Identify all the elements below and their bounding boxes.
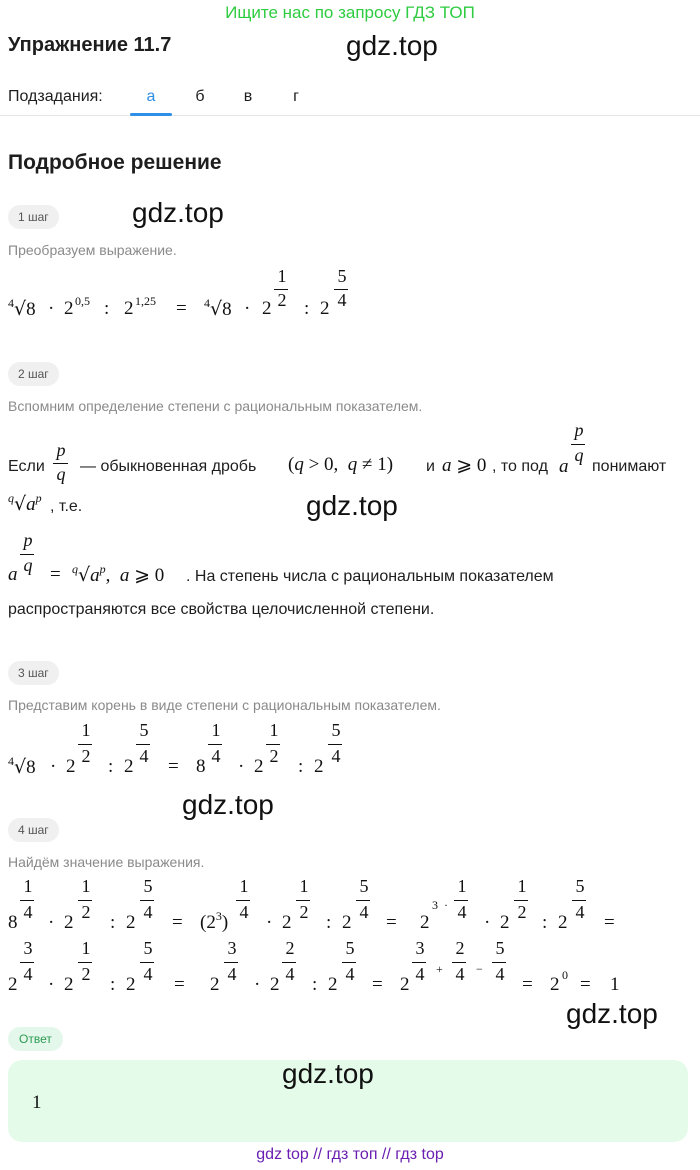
answer-value: 1 [32,1092,42,1113]
watermark: gdz.top [182,789,274,820]
definition-line-4: распространяются все свойства целочисленной степени. [8,601,435,618]
step-formula-3: $^4$√8 · 2 1 2 : 2 5 4 = 8 1 4 · 2 1 2 : 2 5 4 [8,720,341,778]
definition-line-2: $^q√a^p$ , т.е. [8,491,83,515]
tabs-divider [0,115,700,116]
answer-badge: Ответ [8,1027,63,1051]
step-badge-4: 4 шаг [8,818,59,842]
step-hint-1: Преобразуем выражение. [8,242,177,258]
subtasks-label: Подзадания: [8,88,103,105]
watermark: gdz.top [282,1058,374,1089]
footer-links[interactable]: gdz top // гдз топ // гдз top [256,1146,444,1163]
watermark: gdz.top [346,30,438,61]
step-hint-3: Представим корень в виде степени с рациональным показателем. [8,697,441,713]
step-formula-4-line-2: 2 3 4 · 2 1 2 : 2 5 4 = 2 3 4 · 2 2 4 : 2 5 4 = 2 3 4 + 2 4 − 5 4 = 2 0 = 1 [8,938,620,995]
tab-subtask-b[interactable]: б [195,88,205,105]
definition-line-3: a p q = $^q√a^p$, a ⩾ 0 . На степень числа с рациональным показателем [8,530,554,586]
step-badge-1: 1 шаг [8,205,59,229]
active-tab-indicator [130,113,172,116]
definition-line-1: Если p q — обыкновенная дробь (q > 0, q ≠ 1) и a ⩾ 0 , то под a p q понимают [8,420,667,484]
step-hint-2: Вспомним определение степени с рациональным показателем. [8,398,423,414]
watermark: gdz.top [132,197,224,228]
watermark: gdz.top [566,998,658,1029]
tab-subtask-v[interactable]: в [243,88,253,105]
step-hint-4: Найдём значение выражения. [8,854,205,870]
solution-heading: Подробное решение [8,151,222,174]
step-formula-4-line-1: 8 1 4 · 2 1 2 : 2 5 4 = $(2^3)$ 1 4 · 2 1 2 : 2 5 4 = 2 3 · 1 4 · 2 1 2 : 2 5 4 = [8,876,615,933]
promo-banner[interactable]: Ищите нас по запросу ГДЗ ТОП [225,3,475,22]
step-badge-3: 3 шаг [8,661,59,685]
tab-subtask-a[interactable]: а [146,88,156,105]
watermark: gdz.top [306,490,398,521]
tab-subtask-g[interactable]: г [293,88,299,105]
page-title: Упражнение 11.7 [8,34,172,56]
step-badge-2: 2 шаг [8,362,59,386]
step-formula-1: $^4$√8 · 2 0,5 : 2 1,25 = $^4$√8 · 2 1 2 : 2 5 4 [8,266,347,320]
